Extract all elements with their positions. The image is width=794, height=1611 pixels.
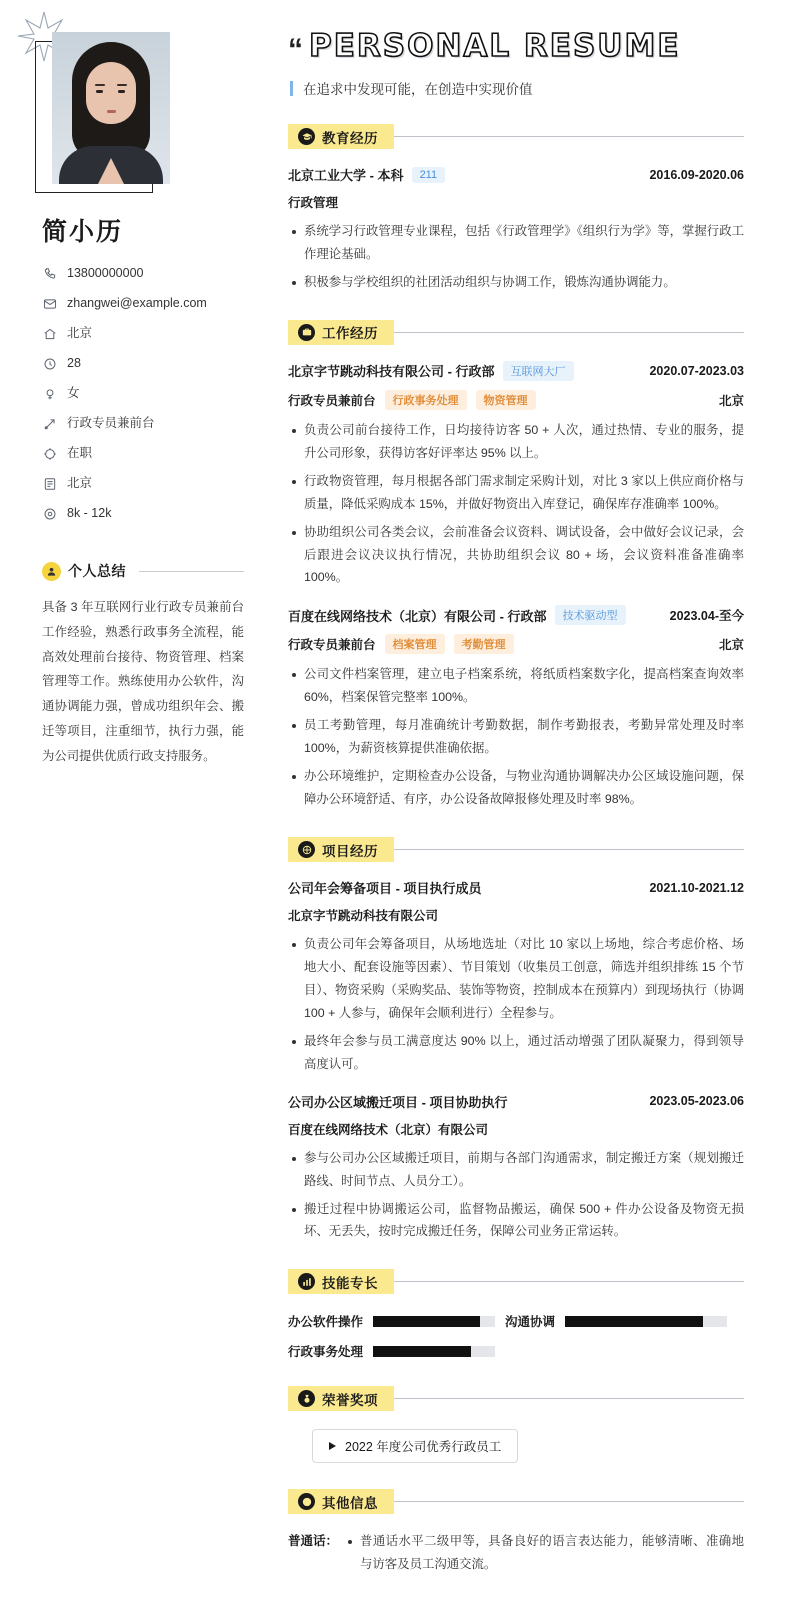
section-rule-honors — [394, 1398, 744, 1399]
project-company: 百度在线网络技术（北京）有限公司 — [288, 1122, 489, 1137]
salary-icon — [42, 506, 57, 521]
subtitle-row — [290, 78, 744, 98]
avatar — [52, 32, 170, 184]
main-content — [266, 0, 794, 1611]
list-item: 搬迁过程中协调搬运公司，监督物品搬运，确保 500 + 件办公设备及物资无损坏、无丢失，按时完成搬迁任务，保障公司业务正常运转。 — [304, 1198, 744, 1244]
contact-age — [42, 356, 244, 371]
header — [288, 28, 744, 64]
project-entry — [288, 1092, 744, 1244]
grid-icon — [298, 841, 315, 858]
section-title-other: 其他信息 — [322, 1495, 378, 1511]
page-title: 简小历 — [42, 218, 124, 246]
contact-gender — [42, 386, 244, 401]
contact-age-value: 28 — [67, 356, 81, 370]
contact-email-value: zhangwei@example.com — [67, 296, 207, 310]
skill-row — [288, 1312, 744, 1330]
play-triangle-icon — [329, 1442, 336, 1450]
contact-salary-value: 8k - 12k — [67, 506, 112, 520]
mail-icon — [42, 296, 57, 311]
work-date: 2020.07-2023.03 — [649, 363, 744, 378]
skill-progress-bar — [373, 1316, 495, 1327]
gender-icon — [42, 386, 57, 401]
quote-mark: “ — [288, 33, 303, 66]
list-item: 行政物资管理，每月根据各部门需求制定采购计划，对比 3 家以上供应商价格与质量，降低采购成本 15%，并做好物资出入库登记，确保库存准确率 100%。 — [304, 470, 744, 516]
list-item: 协助组织公司各类会议，会前准备会议资料、调试设备，会中做好会议记录，会后跟进会议决议执行情况，共协助组织会议 80 + 场，会议资料准备准确率 100%。 — [304, 521, 744, 590]
briefcase-icon — [298, 324, 315, 341]
summary-rule — [139, 571, 244, 572]
skills-list — [288, 1312, 744, 1360]
honor-label: 2022 年度公司优秀行政员工 — [345, 1440, 502, 1455]
skill-row — [288, 1342, 744, 1360]
section-rule-other — [394, 1501, 744, 1502]
skill-name: 行政事务处理 — [288, 1345, 364, 1360]
work-role: 行政专员兼前台 — [288, 393, 376, 408]
work-company: 百度在线网络技术（北京）有限公司 - 行政部 — [288, 608, 547, 624]
contact-hometown-value: 北京 — [67, 326, 93, 340]
section-education — [288, 124, 744, 294]
list-item: 负责公司前台接待工作，日均接待访客 50 + 人次，通过热情、专业的服务，提升公司形象，获得访客好评率达 95% 以上。 — [304, 419, 744, 465]
contact-status — [42, 446, 244, 461]
list-item: 系统学习行政管理专业课程，包括《行政管理学》《组织行为学》等，掌握行政工作理论基础。 — [304, 220, 744, 266]
project-company: 北京字节跳动科技有限公司 — [288, 909, 439, 923]
section-title-projects: 项目经历 — [322, 843, 378, 859]
skill-progress-bar — [565, 1316, 727, 1327]
work-role-tag: 档案管理 — [385, 634, 445, 654]
medal-icon — [298, 1390, 315, 1407]
info-icon — [298, 1493, 315, 1510]
list-item: 办公环境维护，定期检查办公设备，与物业沟通协调解决办公区域设施问题，保障办公环境舒适、有序，办公设备故障报修处理及时率 98%。 — [304, 765, 744, 811]
contact-hometown — [42, 326, 244, 341]
section-header-projects — [288, 837, 744, 862]
education-entry — [288, 165, 744, 294]
skill-progress-bar — [373, 1346, 495, 1357]
summary-section — [42, 561, 244, 769]
contact-position-value: 行政专员兼前台 — [67, 416, 155, 430]
education-date: 2016.09-2020.06 — [649, 167, 744, 182]
work-bullets — [288, 663, 744, 811]
work-location: 北京 — [718, 638, 744, 653]
resume-title: PERSONAL RESUME — [309, 28, 681, 64]
skill-name: 办公软件操作 — [288, 1315, 364, 1330]
work-tag: 技术驱动型 — [555, 605, 626, 625]
project-entry — [288, 878, 744, 1076]
home-icon — [42, 326, 57, 341]
work-date: 2023.04-至今 — [669, 609, 744, 624]
section-rule-work — [394, 332, 744, 333]
person-icon — [42, 562, 61, 581]
other-info-label: 普通话： — [288, 1534, 339, 1549]
project-date: 2021.10-2021.12 — [649, 880, 744, 895]
list-item: 参与公司办公区域搬迁项目，前期与各部门沟通需求，制定搬迁方案（规划搬迁路线、时间节点、人员分工）。 — [304, 1147, 744, 1193]
subtitle-accent-bar — [290, 81, 293, 96]
section-title-skills: 技能专长 — [322, 1275, 378, 1291]
section-header-honors — [288, 1386, 744, 1411]
section-header-skills — [288, 1269, 744, 1294]
list-item: 最终年会参与员工满意度达 90% 以上，通过活动增强了团队凝聚力，得到领导高度认可。 — [304, 1030, 744, 1076]
work-entry — [288, 605, 744, 811]
section-header-other — [288, 1489, 744, 1514]
education-bullets — [288, 220, 744, 294]
contact-location-value: 北京 — [67, 476, 93, 490]
section-other — [288, 1489, 744, 1581]
work-role: 行政专员兼前台 — [288, 638, 376, 653]
project-date: 2023.05-2023.06 — [649, 1094, 744, 1109]
contact-status-value: 在职 — [67, 446, 93, 460]
education-major: 行政管理 — [288, 196, 339, 210]
list-item: 公司文件档案管理，建立电子档案系统，将纸质档案数字化，提高档案查询效率 60%，档案保管完整率 100%。 — [304, 663, 744, 709]
section-rule-education — [394, 136, 744, 137]
contact-gender-value: 女 — [67, 386, 80, 400]
education-tag: 211 — [412, 167, 446, 183]
summary-title: 个人总结 — [68, 563, 126, 579]
work-company: 北京字节跳动科技有限公司 - 行政部 — [288, 364, 495, 380]
work-bullets — [288, 419, 744, 590]
section-title-work: 工作经历 — [322, 326, 378, 342]
section-header-work — [288, 320, 744, 345]
contact-phone-value: 13800000000 — [67, 266, 144, 280]
education-school: 北京工业大学 - 本科 — [288, 168, 404, 183]
job-icon — [42, 416, 57, 431]
contact-location — [42, 476, 244, 491]
list-item: 负责公司年会筹备项目，从场地选址（对比 10 家以上场地，综合考虑价格、场地大小、配套设施等因素）、节目策划（收集员工创意，筛选并组织排练 15 个节目）、物资采购（采购奖品、装饰等物资，控制成本在预算内）到现场执行（协调 100 + 人参与，确保年会顺利进行）全程参与。 — [304, 933, 744, 1025]
section-projects — [288, 837, 744, 1243]
section-header-education — [288, 124, 744, 149]
phone-icon — [42, 266, 57, 281]
work-role-tag: 物资管理 — [476, 390, 536, 410]
work-entry — [288, 361, 744, 590]
work-role-tag: 行政事务处理 — [385, 390, 467, 410]
section-title-honors: 荣誉奖项 — [322, 1392, 378, 1408]
summary-header — [42, 561, 244, 581]
status-icon — [42, 446, 57, 461]
honor-item — [312, 1429, 518, 1463]
project-bullets — [288, 933, 744, 1076]
section-rule-skills — [394, 1281, 744, 1282]
contact-phone — [42, 266, 244, 281]
cap-icon — [298, 128, 315, 145]
contact-list — [42, 266, 244, 521]
contact-position — [42, 416, 244, 431]
subtitle-text: 在追求中发现可能，在创造中实现价值 — [303, 82, 533, 97]
work-tag: 互联网大厂 — [503, 361, 574, 381]
work-location: 北京 — [718, 393, 744, 408]
photo-container — [44, 32, 219, 184]
contact-salary — [42, 506, 244, 521]
skill-name: 沟通协调 — [505, 1315, 556, 1330]
project-title: 公司年会筹备项目 - 项目执行成员 — [288, 881, 482, 896]
project-bullets — [288, 1147, 744, 1244]
location-icon — [42, 476, 57, 491]
age-icon — [42, 356, 57, 371]
sidebar — [0, 0, 266, 1611]
section-skills — [288, 1269, 744, 1360]
section-honors — [288, 1386, 744, 1463]
section-title-education: 教育经历 — [322, 130, 378, 146]
list-item: 员工考勤管理，每月准确统计考勤数据，制作考勤报表，考勤异常处理及时率 100%，为薪资核算提供准确依据。 — [304, 714, 744, 760]
contact-email — [42, 296, 244, 311]
section-work — [288, 320, 744, 811]
other-info-row — [288, 1530, 744, 1581]
chart-icon — [298, 1273, 315, 1290]
other-info-list — [344, 1530, 744, 1581]
summary-text: 具备 3 年互联网行业行政专员兼前台工作经验，熟悉行政事务全流程，能高效处理前台接待、物资管理、档案管理等工作。熟练使用办公软件，沟通协调能力强，曾成功组织年会、搬迁等项目，注重细节，执行力强，能为公司提供优质行政支持服务。 — [42, 600, 244, 763]
list-item: 普通话水平二级甲等，具备良好的语言表达能力，能够清晰、准确地与访客及员工沟通交流。 — [360, 1530, 744, 1576]
work-role-tag: 考勤管理 — [454, 634, 514, 654]
section-rule-projects — [394, 849, 744, 850]
project-title: 公司办公区域搬迁项目 - 项目协助执行 — [288, 1094, 508, 1110]
list-item: 积极参与学校组织的社团活动组织与协调工作，锻炼沟通协调能力。 — [304, 271, 744, 294]
